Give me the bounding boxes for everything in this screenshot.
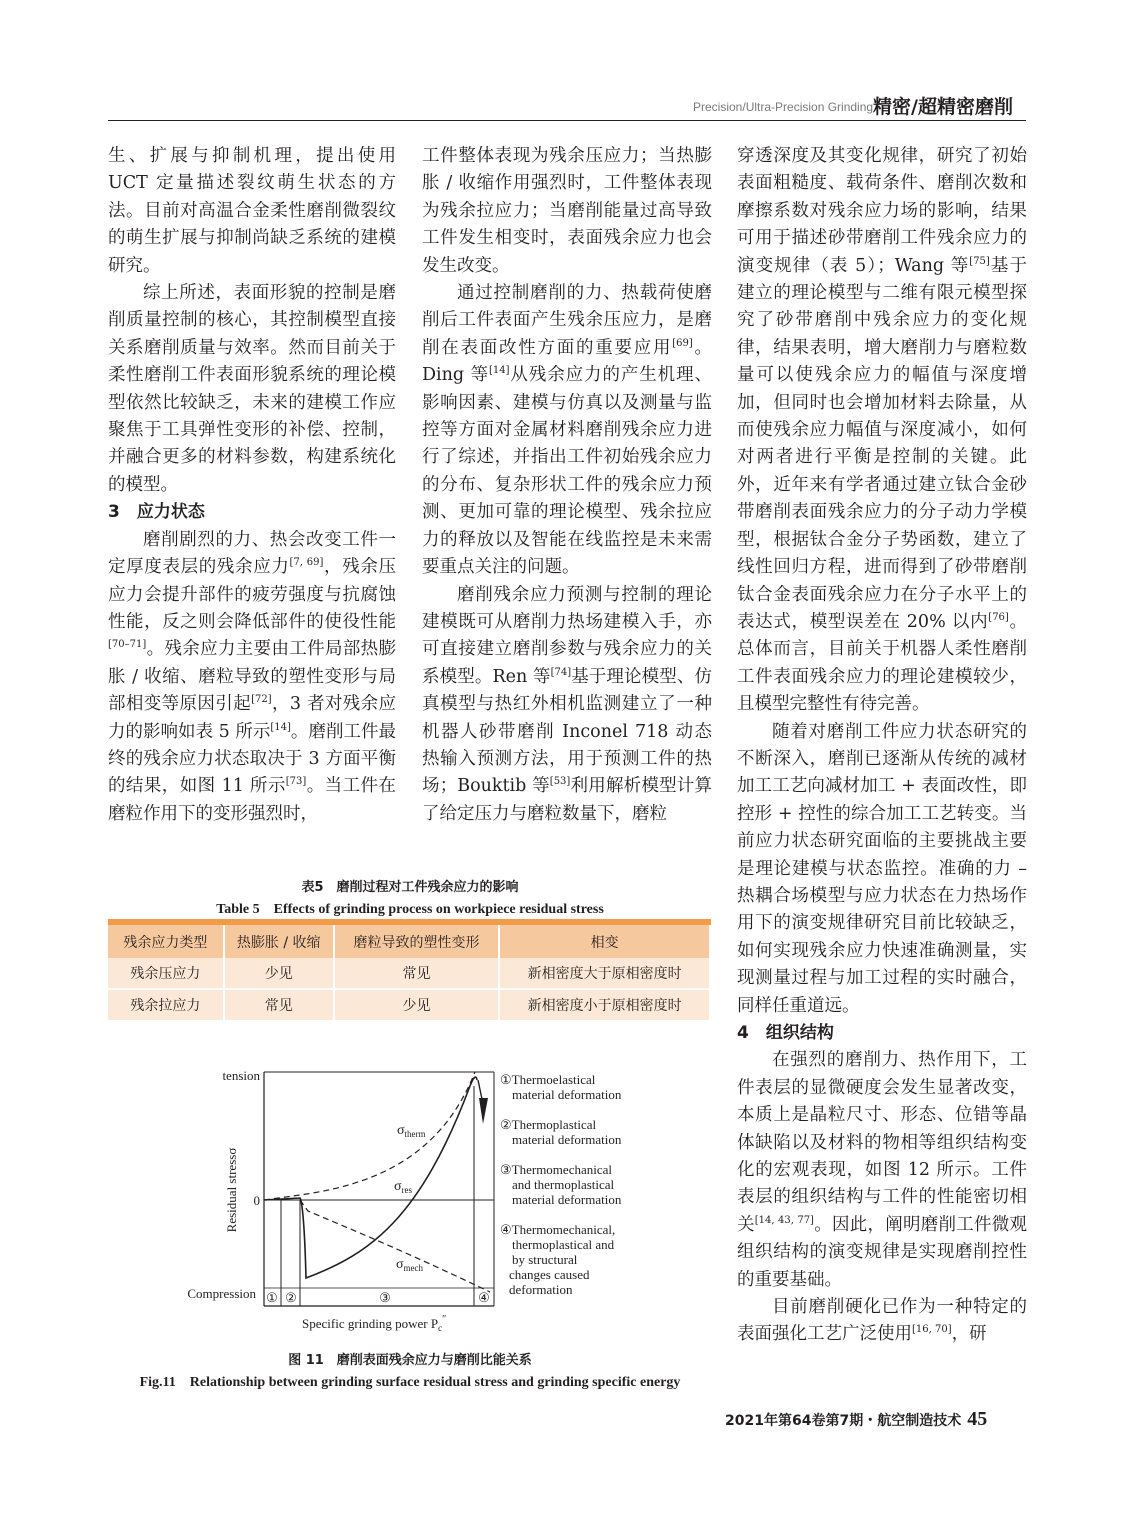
residual-stress-table: [108, 919, 711, 1020]
citation: [16, 70]: [912, 1324, 952, 1336]
journal-info: 2021年第64卷第7期・航空制造技术: [725, 1413, 962, 1429]
header-rule: [108, 120, 1026, 121]
region-4-label: ④: [478, 1290, 490, 1305]
paragraph: [737, 1047, 1027, 1294]
table-header-cell: 热膨胀 / 收缩: [224, 922, 334, 958]
table-row: [108, 958, 710, 989]
table-cell: 新相密度大于原相密度时: [499, 958, 710, 989]
citation: [76]: [988, 612, 1009, 624]
sigma-res-curve: [264, 1077, 477, 1278]
y-bottom-label: Compression: [187, 1286, 256, 1301]
sigma-therm-label: $\sigma_{therm}$: [397, 1123, 426, 1139]
text-column-1: [108, 143, 396, 828]
sigma-mech-curve: [300, 1200, 490, 1292]
text: 通过控制磨削的力、热载荷使磨削后工件表面产生残余压应力，是磨削在表面改性方面的重要应用: [422, 283, 712, 358]
legend-line: changes caused: [509, 1267, 590, 1282]
paragraph: [108, 527, 396, 828]
figure-caption-chinese: 图 11 磨削表面残余应力与磨削比能关系: [288, 1353, 532, 1368]
paragraph: 综上所述，表面形貌的控制是磨削质量控制的核心，其控制模型直接关系磨削质量与效率。然而目前关于柔性磨削工件表面形貌系统的理论模型依然比较缺乏，未来的建模工作应聚焦于工具弹性变形的补偿、控制，并融合更多的材料参数，构建系统化的模型。: [108, 283, 396, 495]
text: 。磨削工件最终的残余应力状态取决于 3 方面平衡的结果，如图 11 所示: [108, 721, 396, 797]
y-axis-label: Residual stressσ: [224, 1147, 239, 1233]
paragraph: [737, 143, 1027, 719]
text: 。因此，阐明磨削工件微观组织结构的演变规律是实现磨削控性的重要基础。: [737, 1214, 1028, 1290]
citation: [73]: [285, 776, 307, 788]
table-header-cell: 磨粒导致的塑性变形: [334, 922, 500, 958]
text-column-2: [422, 143, 712, 828]
citation: [53]: [549, 776, 571, 788]
legend-line: ①Thermoelastical: [500, 1072, 596, 1087]
sigma-res-label: $\sigma_{res}$: [394, 1179, 413, 1195]
paragraph: [737, 1294, 1027, 1349]
legend-line: material deformation: [512, 1192, 622, 1207]
table-cell: 新相密度小于原相密度时: [499, 989, 710, 1020]
legend-line: deformation: [509, 1282, 573, 1297]
y-zero-label: 0: [253, 1193, 260, 1208]
table-cell: 残余拉应力: [108, 989, 224, 1020]
paragraph: [422, 582, 712, 829]
table-caption-english: Table 5 Effects of grinding process on workpiece residual stress: [216, 902, 604, 917]
page-number: 45: [967, 1408, 988, 1430]
text: 目前磨削硬化已作为一种特定的表面强化工艺广泛使用: [737, 1297, 1027, 1345]
citation: [7, 69]: [289, 557, 324, 569]
legend-line: and thermoplastical: [512, 1177, 615, 1192]
text: ，研: [951, 1324, 987, 1345]
citation: [70–71]: [108, 639, 147, 651]
section-heading: 4 组织结构: [737, 1023, 834, 1043]
page-footer: [725, 1408, 987, 1431]
text: 从残余应力的产生机理、影响因素、建模与仿真以及测量与监控等方面对金属材料磨削残余应力进行了综述，并指出工件初始残余应力的分布、复杂形状工件的残余应力预测、更加可靠的理论模型、残余拉应力的释放以及智能在线监控是未来需要重点关注的问题。: [422, 365, 712, 578]
text: 。残余应力主要由工件局部热膨胀 / 收缩、磨粒导致的塑性变形与局部相变等原因引起: [108, 639, 396, 715]
text: 基于理论模型、仿真模型与热红外相机监测建立了一种机器人砂带磨削 Inconel 718 动态热输入预测方法，用于预测工件的热场；Bouktib 等: [422, 666, 713, 797]
text: 穿透深度及其变化规律，研究了初始表面粗糙度、载荷条件、磨削次数和摩擦系数对残余应力场的影响，结果可用于描述砂带磨削工件残余应力的演变规律（表 5）；Wang 等: [737, 146, 1027, 276]
table-cell: 少见: [224, 958, 334, 989]
citation: [14]: [488, 365, 510, 377]
arrow-head-icon: [479, 1098, 488, 1124]
legend-line: thermoplastical and: [512, 1237, 615, 1252]
text-column-3: [737, 143, 1027, 1349]
paragraph: 生、扩展与抑制机理，提出使用 UCT 定量描述裂纹萌生状态的方法。目前对高温合金柔性磨削微裂纹的萌生扩展与抑制尚缺乏系统的建模研究。: [108, 146, 396, 276]
sigma-mech-label: $\sigma_{mech}$: [396, 1257, 424, 1273]
text: ，3 者对残余应力的影响如表 5 所示: [108, 694, 396, 742]
table-row: [108, 989, 710, 1020]
legend-line: ③Thermomechanical: [500, 1162, 612, 1177]
text: 基于建立的理论模型与二维有限元模型探究了砂带磨削中残余应力的变化规律，结果表明，增大磨削力与磨粒数量可以使残余应力的幅值与深度增加，但同时也会增加材料去除量，从而使残余应力幅值与深度减小，如何对两者进行平衡是控制的关键。此外，近年来有学者通过建立钛合金砂带磨削表面残余应力的分子动力学模型，根据钛合金分子势函数，建立了线性回归方程，进而得到了砂带磨削钛合金表面残余应力在分子水平上的表达式，模型误差在 20% 以内: [737, 255, 1027, 632]
section-heading: 3 应力状态: [108, 502, 205, 523]
figure-caption-english: Fig.11 Relationship between grinding surface residual stress and grinding specific energy: [139, 1375, 681, 1390]
figure-legend: [500, 1072, 622, 1297]
table-cell: 常见: [334, 958, 500, 989]
paragraph: 随着对磨削工件应力状态研究的不断深入，磨削已逐渐从传统的减材加工工艺向减材加工 + 表面改性，即控形 + 控性的综合加工工艺转变。当前应力状态研究面临的主要挑战主要是理论建模与状态监控。准确的力 – 热耦合场模型与应力状态在力热场作用下的演变规律研究目前比较缺乏，如何实现残余应力快速准确测量，实现测量过程与加工过程的实时融合，同样任重道远。: [737, 721, 1027, 1016]
residual-stress-diagram: [170, 1064, 650, 1344]
table-header-cell: 残余应力类型: [108, 922, 224, 958]
citation: [14, 43, 77]: [754, 1215, 814, 1227]
text: ，残余压应力会提升部件的疲劳强度与抗腐蚀性能，反之则会降低部件的使役性能: [108, 557, 397, 632]
running-header-chinese: 精密/超精密磨削: [873, 96, 1013, 118]
legend-line: ②Thermoplastical: [500, 1117, 597, 1132]
y-top-label: tension: [222, 1068, 260, 1083]
legend-line: material deformation: [512, 1087, 622, 1102]
table-caption-chinese: 表5 磨削过程对工件残余应力的影响: [301, 880, 519, 895]
text: 在强烈的磨削力、热作用下，工件表层的显微硬度会发生显著改变，本质上是晶粒尺寸、形态、位错等晶体缺陷以及材料的物相等组织结构变化的宏观表现，如图 12 所示。工件表层的组织结构与工件的性能密切相关: [737, 1050, 1027, 1235]
running-header-english: Precision/Ultra-Precision Grinding: [693, 100, 874, 114]
x-axis-label: Specific grinding power $P_c''$: [302, 1314, 447, 1333]
text: 。总体而言，目前关于机器人柔性磨削工件表面残余应力的理论建模较少，且模型完整性有待完善。: [737, 611, 1028, 715]
table-cell: 残余压应力: [108, 958, 224, 989]
region-2-label: ②: [285, 1290, 297, 1305]
text: 利用解析模型计算了给定压力与磨粒数量下，磨粒: [422, 776, 712, 824]
text: 磨削残余应力预测与控制的理论建模既可从磨削力热场建模入手，亦可直接建立磨削参数与残余应力的关系模型。Ren 等: [422, 584, 712, 687]
sigma-therm-curve: [264, 1072, 475, 1200]
table-cell: 常见: [224, 989, 334, 1020]
region-3-label: ③: [379, 1290, 391, 1305]
citation: [14]: [270, 721, 291, 733]
text: 磨削剧烈的力、热会改变工件一定厚度表层的残余应力: [108, 529, 396, 578]
table-cell: 少见: [334, 989, 500, 1020]
table-header-row: [108, 922, 710, 958]
legend-line: material deformation: [512, 1132, 622, 1147]
legend-line: by structural: [512, 1252, 578, 1267]
citation: [74]: [550, 666, 572, 678]
legend-line: ④Thermomechanical,: [500, 1222, 616, 1237]
citation: [72]: [251, 694, 272, 706]
citation: [75]: [969, 255, 990, 267]
paragraph: [422, 280, 712, 581]
region-1-label: ①: [266, 1290, 278, 1305]
text: 。当工件在磨粒作用下的变形强烈时，: [108, 776, 396, 824]
text: 。Ding 等: [422, 337, 713, 386]
citation: [69]: [672, 338, 693, 350]
table-header-cell: 相变: [499, 922, 710, 958]
paragraph: 工件整体表现为残余压应力；当热膨胀 / 收缩作用强烈时，工件整体表现为残余拉应力；当磨削能量过高导致工件发生相变时，表面残余应力也会发生改变。: [422, 146, 712, 276]
